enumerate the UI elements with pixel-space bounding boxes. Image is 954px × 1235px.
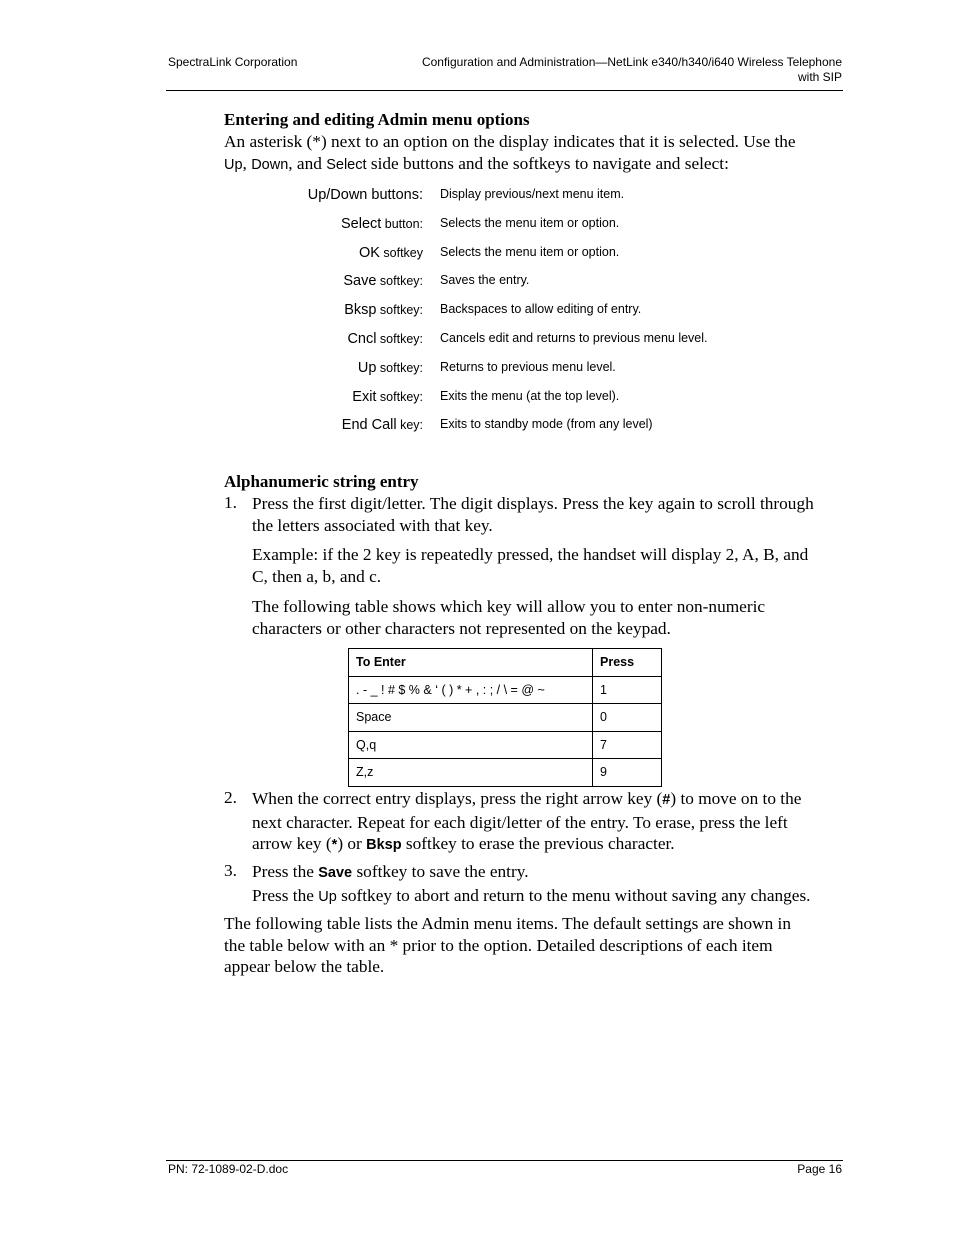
table-row (349, 704, 662, 732)
menu-item-row (230, 272, 850, 294)
header-doc-title-line2: with SIP (797, 70, 842, 84)
intro-tail: side buttons and the softkeys to navigate and select: (370, 153, 729, 173)
table-cell-press: 1 (593, 676, 662, 704)
step1-text (252, 493, 852, 536)
example-text (252, 544, 852, 587)
table-row (349, 731, 662, 759)
step2-line1-a: When the correct entry displays, press the right arrow key ( (252, 789, 663, 808)
step3-line2-b: softkey to abort and return to the menu without saving any changes. (341, 885, 811, 905)
footer-page-number: Page 16 (797, 1162, 842, 1176)
menu-item-key-type: key: (396, 418, 423, 433)
step1-line2: the letters associated with that key. (252, 515, 493, 535)
step1-line1: Press the first digit/letter. The digit displays. Press the key again to scroll through (252, 494, 814, 513)
character-entry-table (348, 648, 662, 787)
step2-line1-b: ) to move on to the (670, 789, 802, 808)
table-cell-to-enter: Z,z (349, 759, 593, 787)
menu-item-key (359, 244, 423, 262)
section-heading-alphanumeric: Alphanumeric string entry (224, 472, 419, 491)
menu-item-row (230, 388, 850, 410)
intro-sep1: , (242, 153, 247, 173)
menu-item-key-type: softkey: (376, 332, 423, 346)
header-doc-title (422, 55, 842, 85)
menu-item-description: Exits the menu (at the top level). (440, 388, 620, 403)
header-doc-title-line1: Configuration and Administration—NetLink e340/h340/i640 Wireless Telephone (421, 55, 842, 69)
menu-item-key-name: Select (340, 215, 382, 232)
menu-item-description: Cancels edit and returns to previous menu level. (440, 331, 708, 345)
menu-item-key (342, 416, 423, 434)
closing-line1: The following table lists the Admin menu items. The default settings are shown in (224, 914, 791, 933)
menu-item-key-name: Up/Down buttons: (307, 187, 423, 203)
table-intro-line1: The following table shows which key will allow you to enter non-numeric (252, 597, 766, 616)
table-row (349, 676, 662, 704)
closing-line3: appear below the table. (224, 957, 385, 976)
kw-select: Select (326, 156, 367, 173)
table-intro-text (252, 596, 852, 639)
table-row (349, 759, 662, 787)
menu-item-key-name: Up (357, 359, 377, 376)
step3-line1-b: softkey to save the entry. (356, 862, 529, 881)
kw-save: Save (318, 865, 353, 881)
table-cell-to-enter: . - _ ! # $ % & ‘ ( ) * + , : ; / \ = @ ~ (349, 676, 593, 704)
menu-item-description: Selects the menu item or option. (440, 244, 620, 259)
menu-item-key-name: Bksp (344, 302, 377, 319)
section1-intro (224, 131, 854, 176)
example-line2: C, then a, b, and c. (252, 566, 382, 586)
header-company: SpectraLink Corporation (168, 55, 298, 69)
menu-item-key (347, 330, 423, 348)
step2-text (252, 788, 852, 857)
table-cell-to-enter: Q,q (349, 731, 593, 759)
menu-item-description: Returns to previous menu level. (440, 359, 616, 374)
table-header-to-enter: To Enter (349, 649, 593, 677)
menu-item-description: Display previous/next menu item. (440, 187, 625, 201)
intro-line1: An asterisk (*) next to an option on the display indicates that it is selected. Use the (224, 132, 796, 151)
menu-item-key-type: softkey: (376, 360, 423, 375)
step3-line2 (252, 885, 852, 909)
step3-line2-a: Press the (252, 885, 314, 905)
closing-line2: the table below with an * prior to the option. Detailed descriptions of each item (224, 935, 773, 955)
step2-line2: next character. Repeat for each digit/letter of the entry. To erase, press the left (252, 812, 788, 832)
menu-item-key-type: softkey: (376, 303, 423, 318)
table-header-press: Press (593, 649, 662, 677)
menu-item-row (230, 301, 850, 323)
table-cell-press: 0 (593, 704, 662, 732)
kw-bksp: Bksp (366, 837, 402, 853)
menu-item-key-type: softkey: (376, 274, 423, 289)
kw-down: Down (251, 156, 289, 173)
step3-line1 (252, 861, 852, 885)
step3-text (252, 861, 852, 908)
closing-paragraph (224, 913, 854, 978)
menu-item-row (230, 330, 850, 352)
menu-item-key (343, 272, 423, 290)
menu-item-row (230, 359, 850, 381)
menu-item-row (230, 186, 850, 208)
intro-sep2: , and (288, 153, 322, 173)
table-cell-press: 7 (593, 731, 662, 759)
menu-item-row (230, 416, 850, 438)
menu-item-description: Exits to standby mode (from any level) (440, 417, 653, 432)
step2-line3-c: softkey to erase the previous character. (405, 834, 675, 853)
kw-up-softkey: Up (318, 888, 337, 905)
menu-item-row (230, 215, 850, 237)
example-line1: Example: if the 2 key is repeatedly pressed, the handset will display 2, A, B, and (252, 545, 809, 564)
step2-line1 (252, 788, 852, 812)
menu-item-key-type: softkey: (376, 389, 423, 404)
menu-item-description: Selects the menu item or option. (440, 215, 620, 230)
footer-part-number: PN: 72-1089-02-D.doc (168, 1162, 289, 1176)
table-intro-line2: characters or other characters not represented on the keypad. (252, 618, 671, 638)
step2-line3 (252, 833, 852, 857)
menu-item-key (358, 359, 423, 377)
menu-item-key (344, 301, 423, 319)
header-rule (166, 90, 843, 91)
menu-item-key (341, 215, 423, 233)
table-cell-to-enter: Space (349, 704, 593, 732)
menu-item-key-name: Exit (352, 388, 377, 405)
menu-item-key-name: Cncl (347, 331, 377, 347)
step3-number: 3. (224, 861, 237, 880)
menu-item-key-name: Save (343, 273, 377, 290)
menu-item-description: Saves the entry. (440, 273, 530, 288)
menu-item-description: Backspaces to allow editing of entry. (440, 302, 642, 317)
kw-up: Up (224, 156, 243, 173)
step2-line3-a: arrow key ( (252, 834, 332, 853)
menu-item-key-name: OK (358, 244, 380, 261)
table-cell-press: 9 (593, 759, 662, 787)
menu-item-row (230, 244, 850, 266)
kw-star: * (331, 837, 338, 853)
menu-item-key (352, 388, 423, 406)
footer-rule (166, 1160, 843, 1161)
step2-number: 2. (224, 788, 237, 807)
table-header-row (349, 649, 662, 677)
kw-hash: # (662, 792, 671, 808)
step2-line3-b: ) or (337, 834, 362, 853)
menu-item-key-name: End Call (341, 417, 397, 434)
menu-item-key-type: softkey (379, 245, 423, 260)
menu-item-key-type: button: (381, 216, 423, 231)
step3-line1-a: Press the (252, 862, 314, 881)
step1-number: 1. (224, 493, 237, 512)
menu-item-key (308, 186, 423, 204)
section-heading-admin-menu: Entering and editing Admin menu options (224, 110, 530, 129)
intro-line2 (224, 153, 854, 177)
